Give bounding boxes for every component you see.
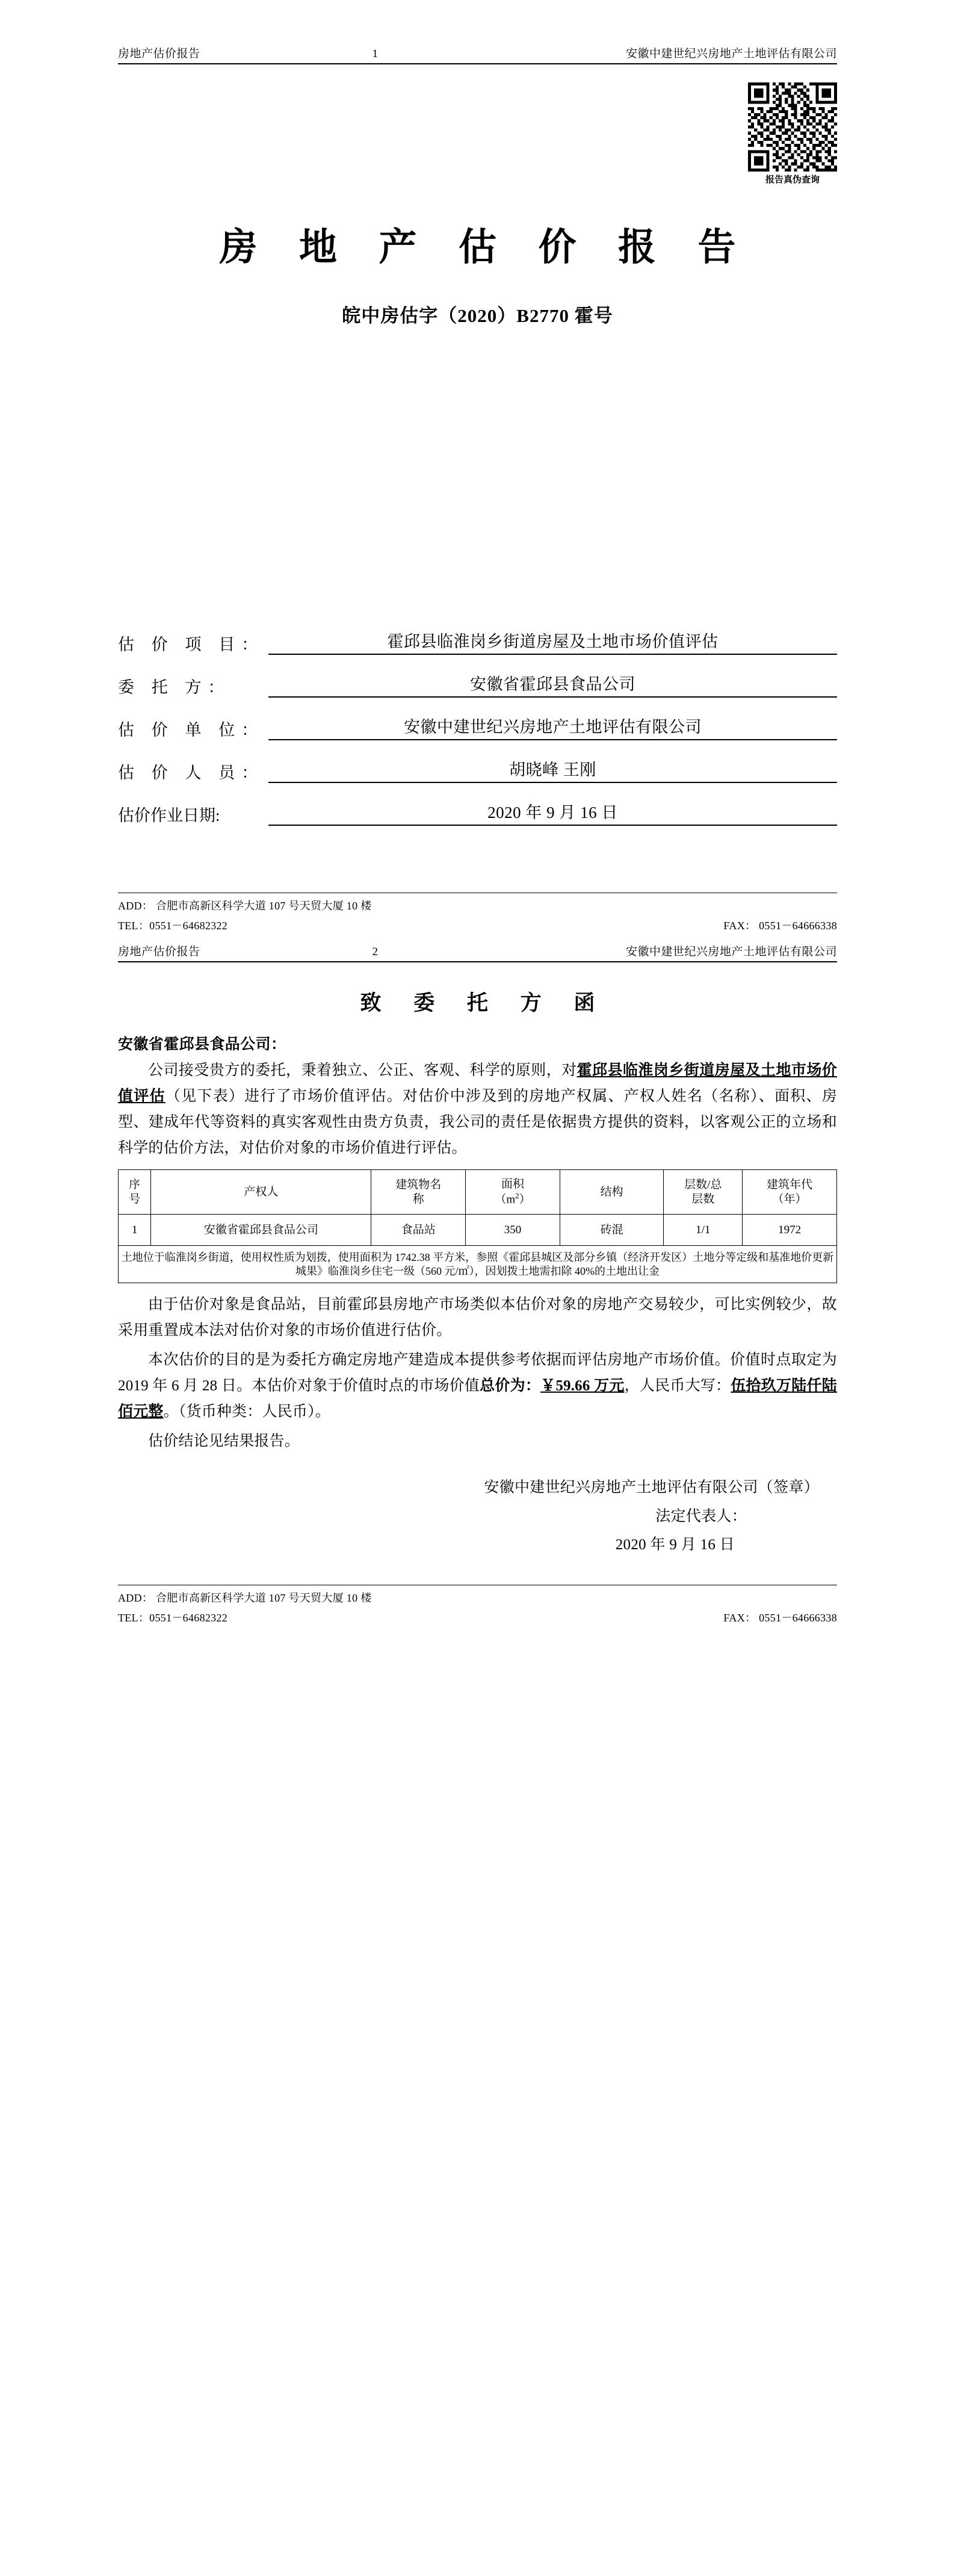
para3-part-b: 。（货币种类：人民币）。 (163, 1404, 331, 1420)
header-company-name-2: 安徽中建世纪兴房地产土地评估有限公司 (625, 946, 837, 958)
asset-summary-table (118, 1169, 837, 1283)
para3-total-label: 总价为： (480, 1378, 541, 1394)
qr-section (0, 82, 955, 185)
header-left-text-2: 房地产估价报告 (118, 946, 200, 958)
cover-field-list (0, 628, 955, 826)
para3-amount-digits: ￥59.66 万元 (540, 1378, 625, 1394)
signature-legal-representative: 法定代表人： (655, 1508, 747, 1525)
signature-date: 2020 年 9 月 16 日 (615, 1537, 735, 1553)
footer-fax-1: FAX： 0551－64666338 (723, 920, 837, 932)
th-year-built (743, 1170, 837, 1215)
field-label-appraisal-unit: 估 价 单 位： (118, 721, 265, 739)
field-row-appraisal-unit (118, 714, 837, 740)
cell-year-built: 1972 (743, 1215, 837, 1246)
th-floors-l2: 层数 (691, 1192, 715, 1206)
th-area-l1: 面积 (501, 1177, 525, 1190)
cell-serial-no: 1 (119, 1215, 151, 1246)
th-building-name-l2: 称 (412, 1192, 424, 1206)
footer-tel-1: TEL：0551－64682322 (118, 920, 228, 932)
para3-amount-in-words: 伍拾玖万陆仟陆佰元整 (118, 1378, 837, 1420)
report-main-title: 房 地 产 估 价 报 告 (219, 226, 752, 268)
para1-part-a: 公司接受贵方的委托，秉着独立、公正、客观、科学的原则，对 (148, 1062, 577, 1079)
footer-tel-fax-line-2 (118, 1609, 837, 1625)
field-value-work-date: 2020 年 9 月 16 日 (268, 799, 837, 826)
cell-area: 350 (466, 1215, 560, 1246)
letter-signature-block (118, 1473, 837, 1559)
qr-box (748, 82, 837, 185)
field-value-appraisers: 胡晓峰 王刚 (268, 757, 837, 783)
para3-part-a: 本次估价的目的是为委托方确定房地产建造成本提供参考依据而评估房地产市场价值。价值时点取定为 2019 年 6 月 28 日。本估价对象于价值时点的市场价值 (118, 1352, 837, 1394)
field-label-project: 估 价 项 目： (118, 636, 265, 654)
cell-floors: 1/1 (664, 1215, 743, 1246)
footer-tel-2: TEL：0551－64682322 (118, 1611, 228, 1624)
report-reference-number: 皖中房估字（2020）B2770 霍号 (342, 305, 613, 326)
header-rule (118, 63, 837, 64)
th-structure: 结构 (560, 1170, 664, 1215)
footer-address-line-1 (118, 897, 837, 913)
header-page-number-2: 2 (372, 946, 379, 958)
field-value-project: 霍邱县临淮岗乡街道房屋及土地市场价值评估 (268, 628, 837, 655)
para1-underlined-project: 霍邱县临淮岗乡街道房屋及土地市场价值评估 (118, 1062, 837, 1104)
letter-paragraph-4: 估价结论见结果报告。 (148, 1433, 300, 1449)
cover-bottom-spacer (0, 842, 955, 893)
header-page-number: 1 (372, 48, 379, 60)
th-floors-l1: 层数/总 (684, 1178, 722, 1191)
field-row-project (118, 628, 837, 655)
footer-tel-fax-line-1 (118, 917, 837, 933)
letter-body (0, 1032, 955, 1559)
table-row (119, 1215, 837, 1246)
th-serial-no-l1: 序 (129, 1178, 141, 1191)
field-row-client (118, 671, 837, 698)
asset-table-body (119, 1215, 837, 1283)
para1-part-b: （见下表）进行了市场价值评估。对估价中涉及到的房地产权属、产权人姓名（名称）、面积、房型、建成年代等资料的真实客观性由贵方负责，我公司的责任是依据贵方提供的资料，以客观公正的立场和科学的估价方法，对估价对象的市场价值进行评估。 (118, 1088, 837, 1156)
field-label-client: 委 托 方： (118, 678, 231, 696)
header-left-text: 房地产估价报告 (118, 48, 200, 60)
th-serial-no (119, 1170, 151, 1215)
signature-company: 安徽中建世纪兴房地产土地评估有限公司（签章） (484, 1479, 819, 1496)
th-floors (664, 1170, 743, 1215)
th-owner: 产权人 (151, 1170, 371, 1215)
header-rule-2 (118, 961, 837, 962)
qr-code-icon[interactable] (748, 82, 837, 172)
page-header-2 (0, 943, 955, 961)
footer-contact-block-1 (0, 897, 955, 933)
footer-fax-2: FAX： 0551－64666338 (723, 1611, 837, 1624)
qr-caption-label: 报告真伪查询 (765, 175, 820, 185)
letter-section-title: 致 委 托 方 函 (360, 991, 608, 1015)
th-year-built-l1: 建筑年代 (767, 1178, 813, 1191)
field-label-appraisers: 估 价 人 员： (118, 764, 265, 782)
letter-salutation: 安徽省霍邱县食品公司： (118, 1036, 286, 1053)
field-value-appraisal-unit: 安徽中建世纪兴房地产土地评估有限公司 (268, 714, 837, 740)
para3-mid: ，人民币大写： (624, 1378, 731, 1394)
letter-paragraph-3 (118, 1347, 837, 1425)
footer-address-line-2 (118, 1590, 837, 1605)
cover-page (0, 0, 955, 933)
asset-table-head (119, 1170, 837, 1215)
cell-building-name: 食品站 (371, 1215, 466, 1246)
footer-address-2: ADD： 合肥市高新区科学大道 107 号天贸大厦 10 楼 (118, 1591, 372, 1604)
letter-page (0, 943, 955, 1625)
letter-paragraph-1 (118, 1057, 837, 1161)
th-building-name-l1: 建筑物名 (395, 1178, 442, 1191)
page-header-1 (0, 45, 955, 63)
table-note-row (119, 1246, 837, 1283)
field-value-client: 安徽省霍邱县食品公司 (268, 671, 837, 698)
cell-land-note: 土地位于临淮岗乡街道，使用权性质为划拨，使用面积为 1742.38 平方米，参照《霍邱县城区及部分乡镇（经济开发区）土地分等定级和基准地价更新城果》临淮岗乡住宅一级（560 元/㎡），因划拨土地需扣除 40%的土地出让金 (119, 1246, 837, 1283)
header-company-name: 安徽中建世纪兴房地产土地评估有限公司 (625, 48, 837, 60)
cell-structure: 砖混 (560, 1215, 664, 1246)
field-row-appraisers (118, 757, 837, 783)
cover-top-spacer (0, 0, 955, 45)
cover-spacer (0, 327, 955, 628)
th-serial-no-l2: 号 (129, 1192, 141, 1206)
th-area (466, 1170, 560, 1215)
cell-owner: 安徽省霍邱县食品公司 (151, 1215, 371, 1246)
letter-bottom-spacer (0, 1559, 955, 1585)
asset-table-header-row (119, 1170, 837, 1215)
th-year-built-l2: （年） (772, 1192, 807, 1206)
field-label-work-date: 估价作业日期: (118, 807, 220, 825)
th-area-l2: $(m^2)$ (495, 1191, 531, 1206)
footer-address-1: ADD： 合肥市高新区科学大道 107 号天贸大厦 10 楼 (118, 900, 372, 912)
letter-paragraph-2: 由于估价对象是食品站，目前霍邱县房地产市场类似本估价对象的房地产交易较少，可比实例较少，故采用重置成本法对估价对象的市场价值进行估价。 (118, 1296, 837, 1339)
field-row-work-date (118, 799, 837, 826)
footer-contact-block-2 (0, 1590, 955, 1625)
th-building-name (371, 1170, 466, 1215)
